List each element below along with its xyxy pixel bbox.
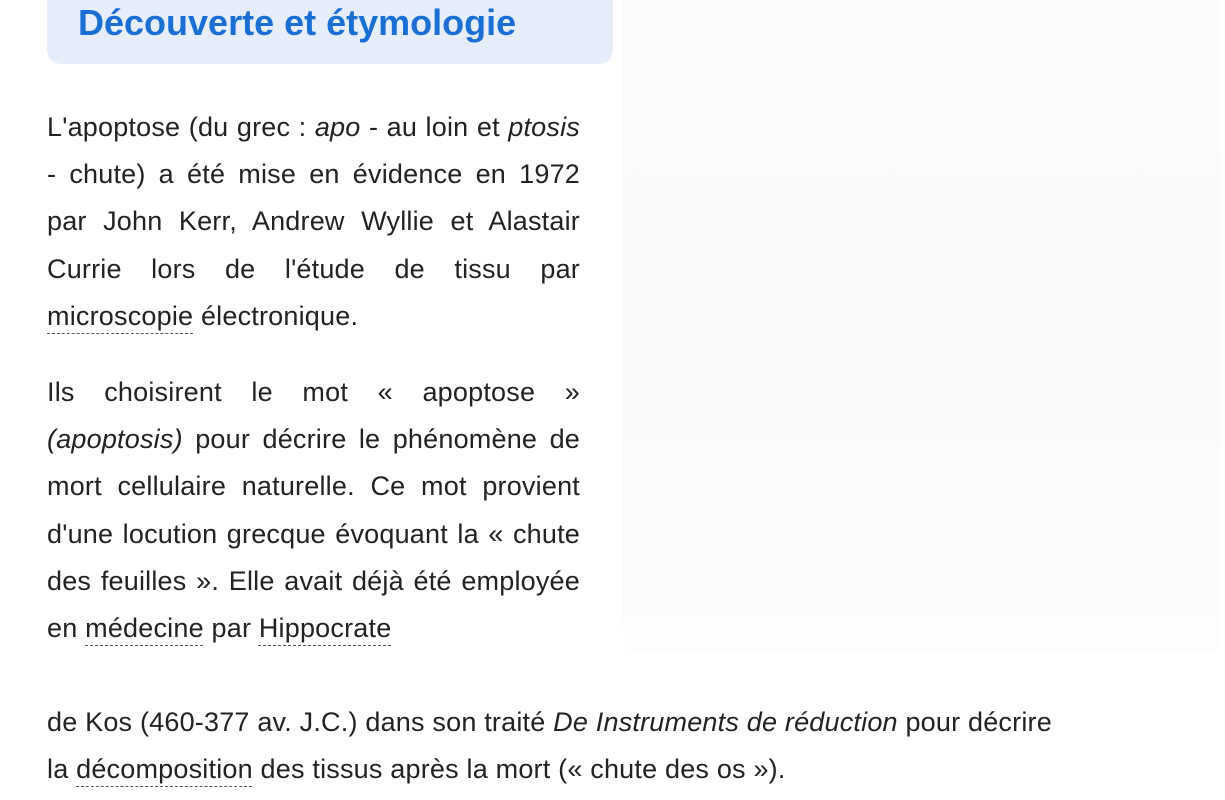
link-hippocrate[interactable]: Hippocrate xyxy=(258,613,392,644)
text-segment: pour décrire xyxy=(897,707,1052,737)
link-microscopie[interactable]: microscopie xyxy=(47,300,194,331)
figure-image xyxy=(622,0,1220,652)
text-segment: L'apoptose (du grec : xyxy=(47,112,315,142)
paragraph-continuation xyxy=(47,699,1222,793)
paragraph-naming xyxy=(47,369,580,652)
paragraph-etymology xyxy=(47,104,580,340)
text-segment: - au loin et xyxy=(360,112,509,142)
text-segment: pour décrire le phénomène de mort cellulaire naturelle. Ce mot provient d'une locution grecque évoquant la « chute des feuilles ». Elle avait déjà été employée en xyxy=(47,424,580,644)
link-medecine[interactable]: médecine xyxy=(85,613,204,644)
term-apo: apo xyxy=(314,112,361,142)
text-segment: de Kos (460-377 av. J.C.) dans son traité xyxy=(47,707,554,737)
term-apoptosis: (apoptosis) xyxy=(47,424,183,455)
text-segment: électronique. xyxy=(193,300,359,331)
term-ptosis: ptosis xyxy=(508,112,580,142)
section-heading-box xyxy=(47,0,613,64)
text-segment: des tissus après la mort (« chute des os »). xyxy=(252,754,786,785)
text-segment: Ils choisirent le mot « apoptose » xyxy=(47,377,580,407)
text-segment: par xyxy=(203,613,259,644)
text-segment: - chute) a été mise en évidence en 1972 par John Kerr, Andrew Wyllie et Alastair Currie lors de l'étude de tissu par xyxy=(47,159,580,284)
link-decomposition[interactable]: décomposition xyxy=(76,754,253,785)
section-heading: Découverte et étymologie xyxy=(78,2,517,43)
book-title: De Instruments de réduction xyxy=(553,707,898,737)
text-segment: la xyxy=(47,754,77,785)
